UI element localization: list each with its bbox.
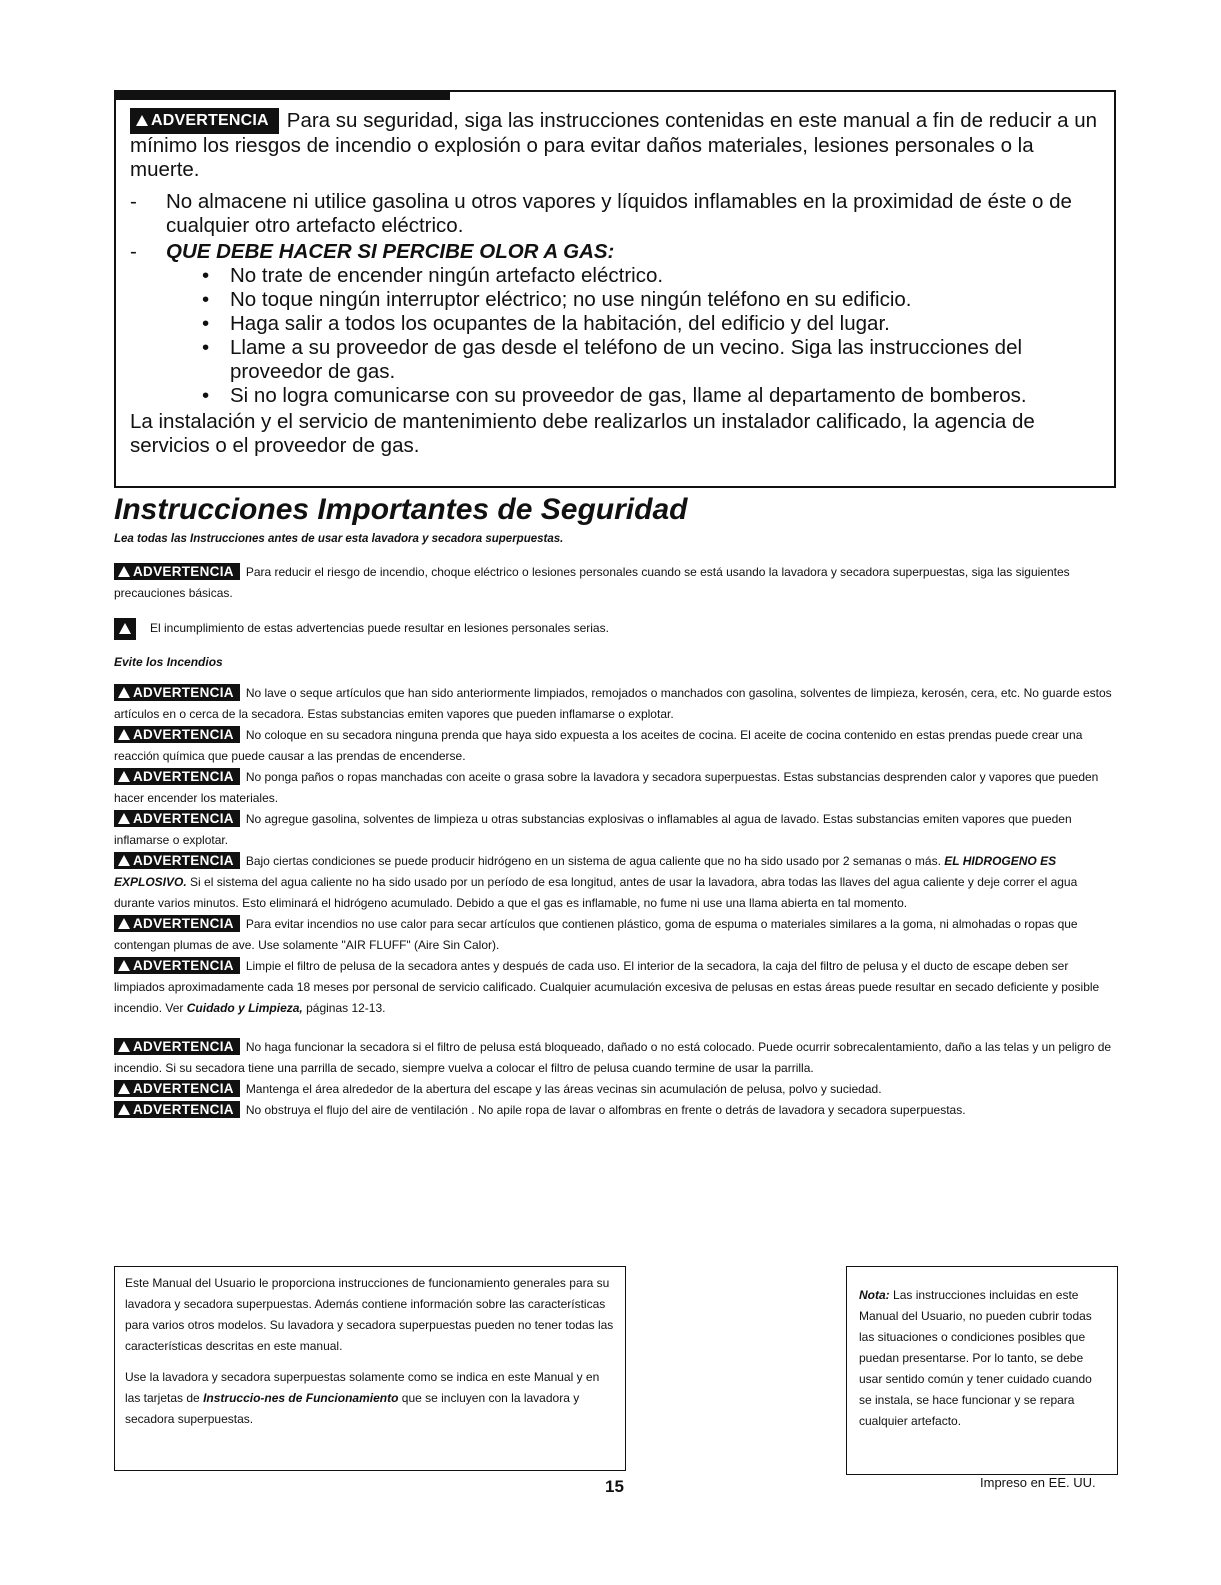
warning-text: No ponga paños o ropas manchadas con aceite o grasa sobre la lavadora y secadora superpuestas. Estas substancias desprenden calor y vapores que pueden hacer encender los materiales. (114, 770, 1099, 805)
warning-text: Para reducir el riesgo de incendio, choque eléctrico o lesiones personales cuando se está usando la lavadora y secadora superpuestas, siga las siguientes precauciones básicas. (114, 565, 1070, 600)
warning-text: No agregue gasolina, solventes de limpieza u otras substancias explosivas o inflamables al agua de lavado. Estas substancias emiten vapores que pueden inflamarse o explotar. (114, 812, 1072, 847)
page-reference: páginas 12-13. (306, 1001, 386, 1015)
warning-badge (114, 726, 240, 743)
warning-badge-label: ADVERTENCIA (133, 853, 234, 868)
warning-triangle-icon (118, 729, 130, 740)
warning-badge-label: ADVERTENCIA (133, 1081, 234, 1096)
manual-usage-paragraph (125, 1367, 617, 1430)
warning-text: No lave o seque artículos que han sido anteriormente limpiados, remojados o manchados con gasolina, solventes de limpieza, kerosén, cera, etc. No guarde estos artículos en o cerca de la secadora. Estas substancias emiten vapores que pueden inflamarse o explotar. (114, 686, 1112, 721)
warning-triangle-icon (118, 960, 130, 971)
warning-item (114, 914, 1118, 956)
manual-usage-text: Use la lavadora y secadora superpuestas solamente como se indica en este Manual y en las tarjetas de (125, 1370, 600, 1405)
list-item: - QUE DEBE HACER SI PERCIBE OLOR A GAS: • No trate de encender ningún artefacto eléctrico. • No toque ningún interruptor eléctrico; no use ningún teléfono en su edificio. • Haga salir a todos los ocupantes de la habitación, del edificio y del lugar. • Llame a su proveedor de gas desde el teléfono de un vecino. Siga las instrucciones del proveedor de gas. • Si no logra comunicarse con su proveedor de gas, llame al departamento de bomberos. (130, 240, 1102, 408)
warning-triangle-icon (118, 771, 130, 782)
warning-text: No obstruya el flujo del aire de ventilación . No apile ropa de lavar o alfombras en frente o detrás de lavadora y secadora superpuestas. (245, 1103, 966, 1117)
gas-step: Si no logra comunicarse con su proveedor de gas, llame al departamento de bomberos. (230, 384, 1027, 407)
page-title: Instrucciones Importantes de Seguridad (114, 493, 688, 526)
warning-badge (114, 768, 240, 785)
warning-badge-label: ADVERTENCIA (133, 916, 234, 931)
warning-triangle-icon (118, 1041, 130, 1052)
operating-instructions-reference: Instruccio-nes de Funcionamiento (203, 1391, 399, 1405)
manual-info-text: Este Manual del Usuario le proporciona instrucciones de funcionamiento generales para su lavadora y secadora superpuestas. Además contiene información sobre las características para varios otros modelos. Su lavadora y secadora superpuestas pueden no tener todas las características descritas en este manual. (125, 1276, 614, 1353)
note-box (846, 1266, 1118, 1475)
warning-text: Si el sistema del agua caliente no ha sido usado por un período de esa longitud, antes de usar la lavadora, abra todas las llaves del agua caliente y deje correr el agua durante varios minutos. Esto eliminará el hidrógeno acumulado. Debido a que el gas es inflamable, no fume ni use una llama abierta en tal momento. (114, 875, 1078, 910)
page-number: 15 (605, 1477, 624, 1496)
warning-triangle-icon (114, 618, 136, 640)
warning-triangle-icon (118, 566, 130, 577)
warning-badge (114, 810, 240, 827)
care-cleaning-reference: Cuidado y Limpieza, (186, 1001, 303, 1015)
manual-info-box (114, 1266, 626, 1471)
warning-triangle-icon (118, 1083, 130, 1094)
warning-triangle-icon (118, 918, 130, 929)
warning-text: Limpie el filtro de pelusa de la secadora antes y después de cada uso. El interior de la secadora, la caja del filtro de pelusa y el ducto de escape deben ser limpiados aproximadamente cada 18 meses por personal de servicio calificado. Cualquier acumulación excesiva de pelusas en estas áreas puede resultar en secado deficiente y posible incendio. Ver (114, 959, 1100, 1015)
warning-badge-label: ADVERTENCIA (133, 1102, 234, 1117)
page-subtitle: Lea todas las Instrucciones antes de usar esta lavadora y secadora superpuestas. (114, 533, 564, 545)
warning-text: Bajo ciertas condiciones se puede producir hidrógeno en un sistema de agua caliente que no ha sido usado por 2 semanas o más. (245, 854, 941, 868)
warning-item (114, 683, 1118, 725)
warning-badge (114, 1101, 240, 1118)
warning-badge-label: ADVERTENCIA (133, 727, 234, 742)
list-item: • Si no logra comunicarse con su proveedor de gas, llame al departamento de bomberos. (202, 384, 1027, 407)
warning-badge (114, 563, 240, 580)
top-warning-list (130, 190, 1102, 408)
warning-triangle-icon (118, 687, 130, 698)
safety-instructions (114, 562, 1118, 1121)
warning-triangle-icon (118, 855, 130, 866)
gas-steps-list (166, 264, 1102, 408)
warning-text: No coloque en su secadora ninguna prenda que haya sido expuesta a los aceites de cocina. El aceite de cocina contenido en estas prendas puede crear una reacción química que puede causar a las prendas de encenderse. (114, 728, 1083, 763)
lint-warning (114, 956, 1118, 1019)
list-item: • Llame a su proveedor de gas desde el teléfono de un vecino. Siga las instrucciones del proveedor de gas. (202, 336, 1023, 383)
warning-item (114, 1100, 1118, 1121)
list-item: • No toque ningún interruptor eléctrico; no use ningún teléfono en su edificio. (202, 288, 912, 311)
noncompliance-text: El incumplimiento de estas advertencias puede resultar en lesiones personales serias. (150, 621, 609, 636)
note-text: Las instrucciones incluidas en este Manual del Usuario, no pueden cubrir todas las situaciones o condiciones posibles que puedan presentarse. Por lo tanto, se debe usar sentido común y tener cuidado cuando se instala, se hace funcionar y se repara cualquier artefacto. (859, 1288, 1092, 1428)
installation-note: La instalación y el servicio de mantenimiento debe realizarlos un instalador calificado, la agencia de servicios o el proveedor de gas. (130, 410, 1035, 457)
warning-badge (114, 684, 240, 701)
warning-text: No haga funcionar la secadora si el filtro de pelusa está bloqueado, dañado o no está colocado. Puede ocurrir sobrecalentamiento, daño a las telas y un peligro de incendio. Si su secadora tiene una parrilla de secado, siempre vuelva a colocar el filtro de pelusa cuando termine de usar la parrilla. (114, 1040, 1112, 1075)
warning-triangle-icon (136, 115, 148, 126)
warning-badge-label: ADVERTENCIA (151, 112, 269, 129)
warning-text: Mantenga el área alrededor de la abertura del escape y las áreas vecinas sin acumulación de pelusa, polvo y suciedad. (245, 1082, 882, 1096)
note-label: Nota: (859, 1288, 890, 1302)
noncompliance-note (114, 618, 1118, 640)
warning-badge-label: ADVERTENCIA (133, 1039, 234, 1054)
printed-in-label: Impreso en EE. UU. (980, 1475, 1096, 1490)
top-warning-content (130, 108, 1102, 458)
gas-step: No trate de encender ningún artefacto eléctrico. (230, 264, 664, 287)
warning-badge-label: ADVERTENCIA (133, 811, 234, 826)
warning-item (114, 725, 1118, 767)
warning-badge-label: ADVERTENCIA (133, 685, 234, 700)
general-warning (114, 562, 1118, 604)
warning-badge-label: ADVERTENCIA (133, 564, 234, 579)
gas-heading: QUE DEBE HACER SI PERCIBE OLOR A GAS: (166, 240, 615, 263)
warning-text: Para evitar incendios no use calor para secar artículos que contienen plástico, goma de espuma o materiales similares a la goma, ni almohadas o ropas que contengan plumas de ave. Use solamente "AIR FLUFF" (Aire Sin Calor). (114, 917, 1078, 952)
warning-badge (114, 1080, 240, 1097)
gas-step: No toque ningún interruptor eléctrico; no use ningún teléfono en su edificio. (230, 288, 912, 311)
list-item: • No trate de encender ningún artefacto eléctrico. (202, 264, 664, 287)
warning-item (114, 767, 1118, 809)
warning-badge (114, 1038, 240, 1055)
warning-badge (114, 852, 240, 869)
top-warning-intro (130, 108, 1102, 182)
warning-item (114, 1037, 1118, 1079)
warning-badge-label: ADVERTENCIA (133, 769, 234, 784)
warning-badge (114, 915, 240, 932)
list-item: • Haga salir a todos los ocupantes de la habitación, del edificio y del lugar. (202, 312, 890, 335)
warning-badge-label: ADVERTENCIA (133, 958, 234, 973)
gas-step: Haga salir a todos los ocupantes de la habitación, del edificio y del lugar. (230, 312, 890, 335)
storage-warning-text: No almacene ni utilice gasolina u otros vapores y líquidos inflamables en la proximidad de éste o de cualquier otro artefacto eléctrico. (166, 190, 1072, 237)
hydrogen-warning (114, 851, 1118, 914)
list-item: - No almacene ni utilice gasolina u otros vapores y líquidos inflamables en la proximidad de éste o de cualquier otro artefacto eléctrico. (130, 190, 1072, 237)
warning-item (114, 809, 1118, 851)
warning-item (114, 1079, 1118, 1100)
warning-triangle-icon (118, 1104, 130, 1115)
gas-step: Llame a su proveedor de gas desde el teléfono de un vecino. Siga las instrucciones del proveedor de gas. (230, 336, 1023, 383)
warning-triangle-icon (118, 813, 130, 824)
note-paragraph (859, 1285, 1105, 1432)
section-heading-fire: Evite los Incendios (114, 655, 223, 669)
top-warning-box (114, 90, 1116, 488)
warning-badge (130, 108, 279, 134)
warning-badge (114, 957, 240, 974)
manual-usage-text: que se incluyen con la lavadora y secadora superpuestas. (125, 1391, 580, 1426)
hydrogen-explosive-label: EL HIDROGENO ES EXPLOSIVO. (114, 854, 1057, 889)
top-warning-intro-text: Para su seguridad, siga las instrucciones contenidas en este manual a fin de reducir a un mínimo los riesgos de incendio o explosión o para evitar daños materiales, lesiones personales o la muerte. (130, 109, 1097, 181)
